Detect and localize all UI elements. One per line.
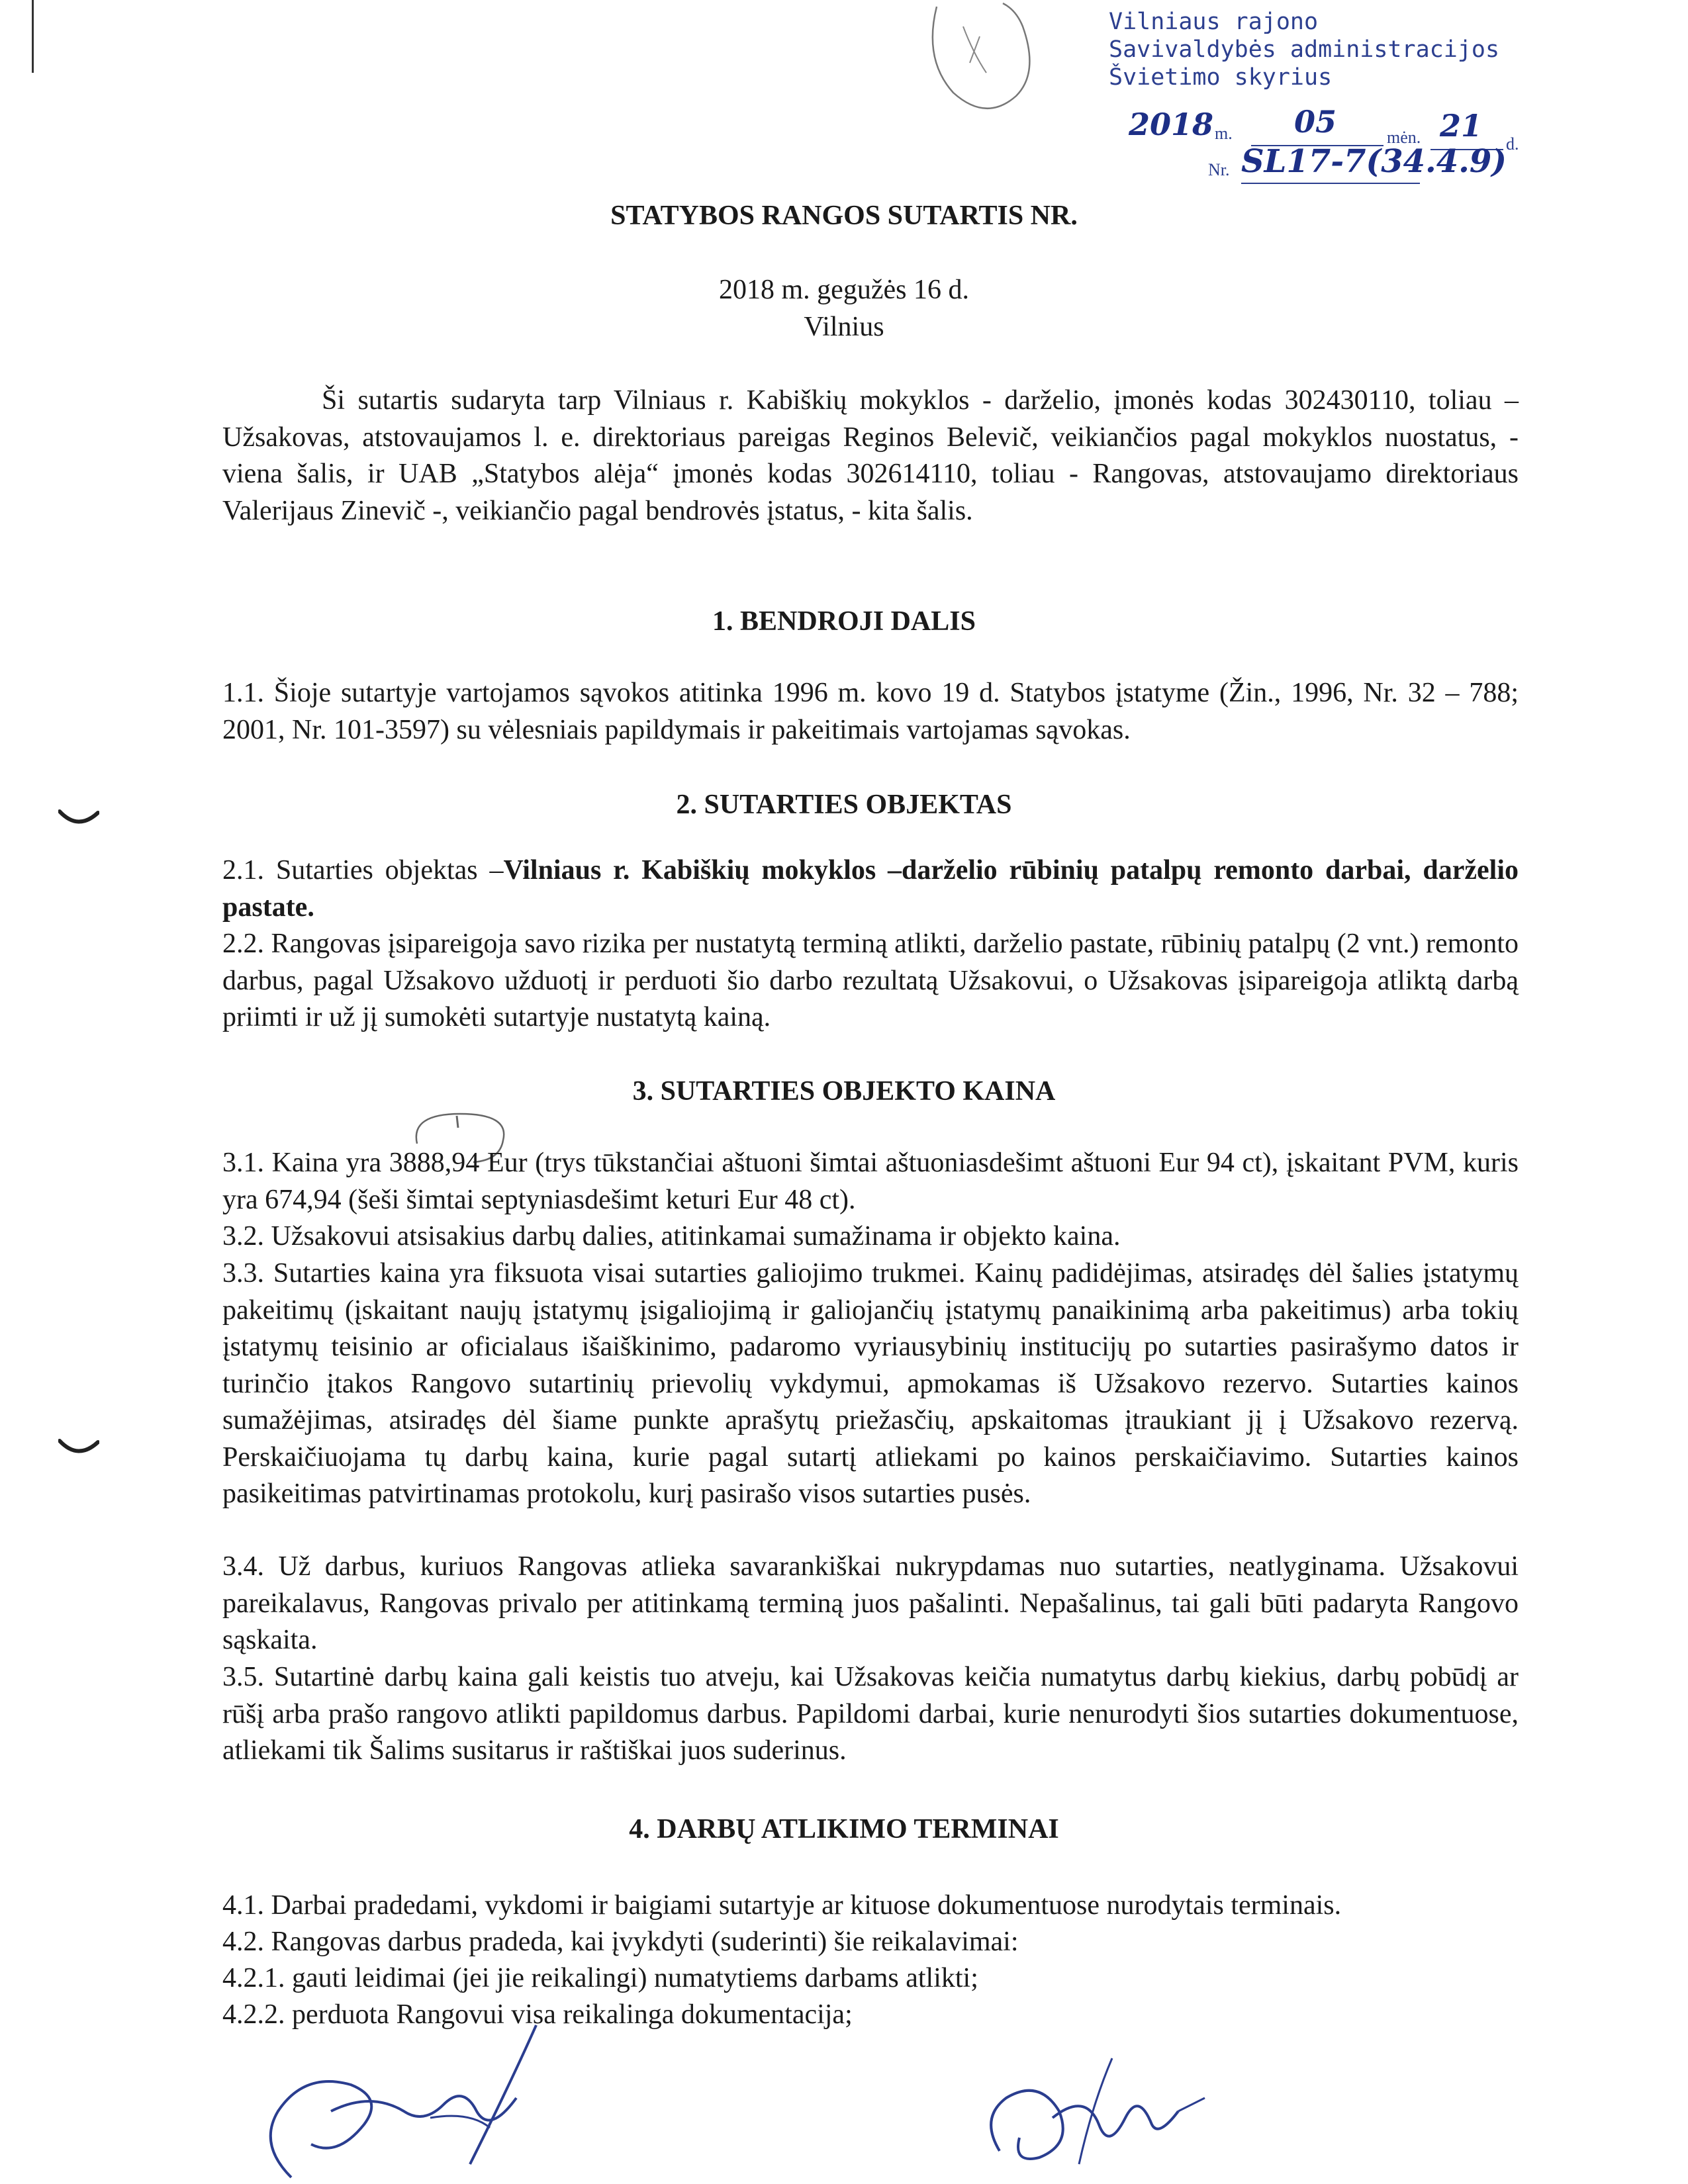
stamp-number-row	[1208, 143, 1546, 193]
punch-hole-mark	[58, 1438, 99, 1457]
clause-2-1-object: Vilniaus r. Kabiškių mokyklos –darželio rūbinių patalpų remonto darbai, darželio pastate.	[222, 855, 1519, 923]
clause-3-4: 3.4. Už darbus, kuriuos Rangovas atlieka savarankiškai nukrypdamas nuo sutarties, neatlyginama. Užsakovui pareikalavus, Rangovas privalo per atitinkamą terminą juos pašalinti. Nepašalinus, tai gali būti padaryta Rangovo sąskaita.	[222, 1551, 1519, 1655]
section-1-heading: 1. BENDROJI DALIS	[712, 606, 976, 637]
stamp-line-1: Vilniaus rajono	[1109, 9, 1319, 35]
section-4-heading: 4. DARBŲ ATLIKIMO TERMINAI	[629, 1814, 1059, 1844]
stamp-day-handwritten: 21	[1440, 108, 1483, 144]
stamp-nr-label: Nr.	[1208, 160, 1230, 179]
stamp-m-label: m.	[1215, 124, 1233, 143]
pencil-circle-mark	[923, 0, 1043, 116]
section-2-heading: 2. SUTARTIES OBJEKTAS	[676, 790, 1012, 820]
contract-city: Vilnius	[804, 312, 884, 342]
stamp-month-handwritten: 05	[1294, 104, 1337, 140]
section-3-heading: 3. SUTARTIES OBJEKTO KAINA	[632, 1076, 1056, 1107]
document-title: STATYBOS RANGOS SUTARTIS NR.	[610, 201, 1078, 231]
clause-1-1: 1.1. Šioje sutartyje vartojamos sąvokos atitinka 1996 m. kovo 19 d. Statybos įstatyme (Žin., 1996, Nr. 32 – 788; 2001, Nr. 101-3597) su vėlesniais papildymais ir pakeitimais vartojamas sąvokas.	[222, 678, 1519, 745]
clause-2-1	[222, 852, 1519, 926]
customer-signature	[252, 2012, 569, 2184]
contractor-signature	[980, 2052, 1218, 2177]
clause-3-5: 3.5. Sutartinė darbų kaina gali keistis tuo atveju, kai Užsakovas keičia numatytus darbų kiekius, darbų pobūdį ar rūšį arba prašo rangovo atlikti papildomus darbus. Papildomi darbai, kurie nenurodyti šios sutarties dokumentuose, atliekami tik Šalims susitarus ir raštiškai juos suderinus.	[222, 1662, 1519, 1766]
stamp-line-2: Savivaldybės administracijos	[1109, 36, 1500, 63]
stamp-d-label: d.	[1506, 134, 1519, 154]
registration-stamp	[1109, 8, 1546, 200]
clause-4-1: 4.1. Darbai pradedami, vykdomi ir baigiami sutartyje ar kituose dokumentuose nurodytais terminais.	[222, 1890, 1342, 1921]
stamp-nr-handwritten: SL17-7(34.4.9)	[1241, 143, 1507, 180]
clause-4-2-2: 4.2.2. perduota Rangovui visa reikalinga dokumentacija;	[222, 1999, 853, 2030]
clause-3-2: 3.2. Užsakovui atsisakius darbų dalies, atitinkamai sumažinama ir objekto kaina.	[222, 1221, 1121, 1251]
scan-margin-line	[32, 0, 34, 73]
intro-paragraph: Ši sutartis sudaryta tarp Vilniaus r. Kabiškių mokyklos - darželio, įmonės kodas 302430110, toliau – Užsakovas, atstovaujamos l. e. direktoriaus pareigas Reginos Belevič, veikiančios pagal mokyklos nuostatus, - viena šalis, ir UAB „Statybos alėja“ įmonės kodas 302614110, toliau - Rangovas, atstovaujamo direktoriaus Valerijaus Zinevič -, veikiančio pagal bendrovės įstatus, - kita šalis.	[222, 385, 1519, 526]
stamp-year-handwritten: 2018	[1129, 107, 1214, 142]
clause-3-3: 3.3. Sutarties kaina yra fiksuota visai sutarties galiojimo trukmei. Kainų padidėjimas, atsiradęs dėl šalies įstatymų pakeitimų (įskaitant naujų įstatymų įsigaliojimą ir galiojančių įstatymų panaikinimą arba pakeitimus) arba tokių įstatymų teisinio ar oficialaus išaiškinimo, padaromo vyriausybinių institucijų po sutarties pasirašymo datos ir turinčio įtakos Rangovo sutartinių prievolių vykdymui, apmokamas iš Užsakovo rezervo. Sutarties kainos sumažėjimas, atsiradęs dėl šiame punkte aprašytų priežasčių, apskaitomas įtraukiant jį į Užsakovo rezervą. Perskaičiuojama tų darbų kaina, kurie pagal sutartį atliekami po kainos perskaičiavimo. Sutarties kainos pasikeitimas patvirtinamas protokolu, kurį pasirašo visos sutarties pusės.	[222, 1258, 1519, 1509]
clause-2-1-prefix: 2.1. Sutarties objektas –	[222, 855, 504, 886]
contract-date: 2018 m. gegužės 16 d.	[719, 275, 969, 305]
clause-4-2-1: 4.2.1. gauti leidimai (jei jie reikalingi) numatytiems darbams atlikti;	[222, 1963, 978, 1993]
clause-4-2: 4.2. Rangovas darbus pradeda, kai įvykdyti (suderinti) šie reikalavimai:	[222, 1927, 1019, 1957]
stamp-line-3: Švietimo skyrius	[1109, 64, 1333, 91]
clause-3-1: 3.1. Kaina yra 3888,94 Eur (trys tūkstančiai aštuoni šimtai aštuoniasdešimt aštuoni Eur 94 ct), įskaitant PVM, kuris yra 674,94 (šeši šimtai septyniasdešimt keturi Eur 48 ct).	[222, 1148, 1519, 1215]
stamp-men-label: mėn.	[1387, 128, 1421, 147]
clause-2-2: 2.2. Rangovas įsipareigoja savo rizika per nustatytą terminą atlikti, darželio pastate, rūbinių patalpų (2 vnt.) remonto darbus, pagal Užsakovo užduotį ir perduoti šio darbo rezultatą Užsakovui, o Užsakovas įsipareigoja atliktą darbą priimti ir už jį sumokėti sutartyje nustatytą kainą.	[222, 929, 1519, 1032]
